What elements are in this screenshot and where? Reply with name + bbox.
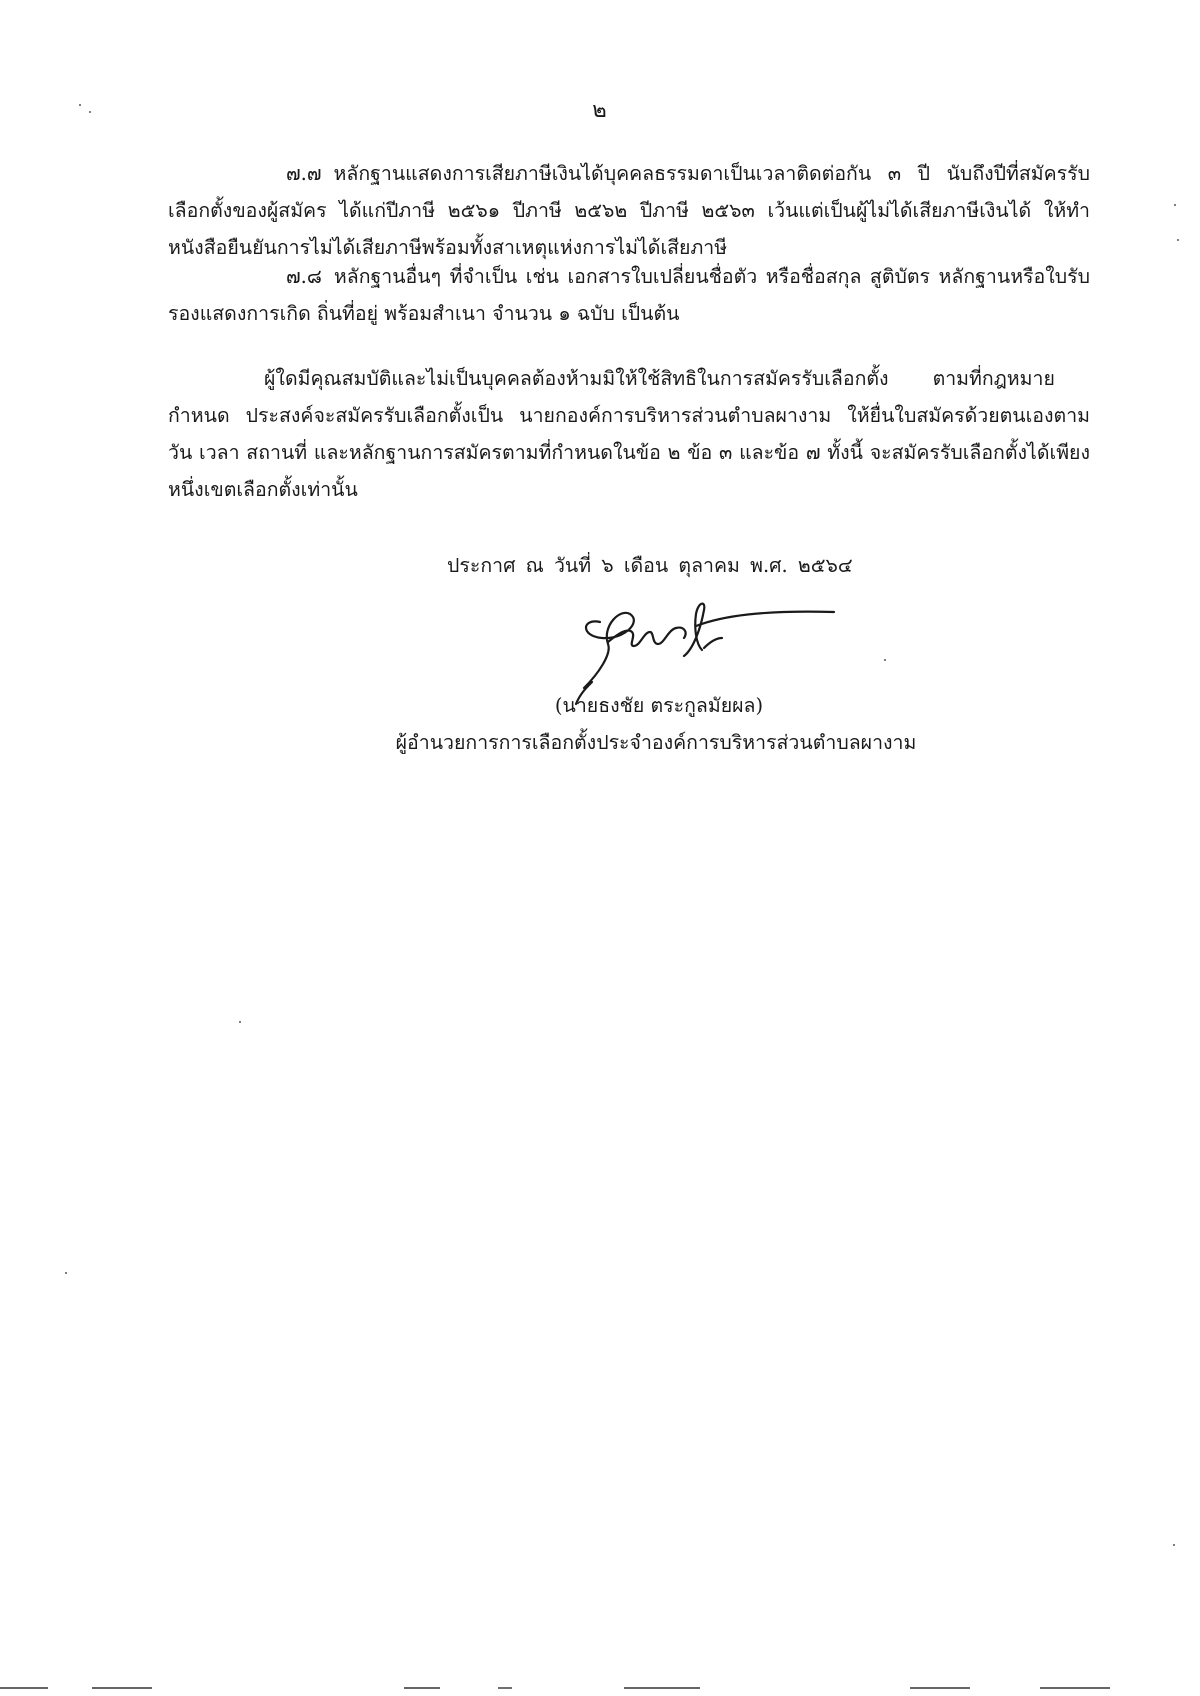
signatory-title: ผู้อำนวยการการเลือกตั้งประจำองค์การบริหารส่วนตำบลผางาม (395, 731, 917, 754)
clause-7-8 (168, 258, 1090, 332)
page-number: ๒ (592, 98, 608, 123)
announcement-date: ประกาศ ณ วันที่ ๖ เดือน ตุลาคม พ.ศ. ๒๕๖๔ (447, 554, 853, 577)
signatory-name: (นายธงชัย ตระกูลมัยผล) (554, 694, 764, 717)
closing-text-part2: ตามที่กฎหมายกำหนด ประสงค์จะสมัครรับเลือกตั้งเป็น นายกองค์การบริหารส่วนตำบลผางาม ให้ยื่นใบสมัครด้วยตนเองตาม วัน เวลา สถานที่ และหลักฐานการสมัครตามที่กำหนดในข้อ ๒ ข้อ ๓ และข้อ ๗ ทั้งนี้ จะสมัครรับเลือกตั้งได้เพียงหนึ่งเขตเลือกตั้งเท่านั้น (168, 367, 1090, 501)
clause-number: ๗.๘ (286, 265, 322, 288)
clause-text: หลักฐานแสดงการเสียภาษีเงินได้บุคคลธรรมดาเป็นเวลาติดต่อกัน ๓ ปี นับถึงปีที่สมัครรับเลือกตั้งของผู้สมัคร ได้แก่ปีภาษี ๒๕๖๑ ปีภาษี ๒๕๖๒ ปีภาษี ๒๕๖๓ เว้นแต่เป็นผู้ไม่ได้เสียภาษีเงินได้ ให้ทำหนังสือยืนยันการไม่ได้เสียภาษีพร้อมทั้งสาเหตุแห่งการไม่ได้เสียภาษี (168, 162, 1090, 259)
closing-paragraph (168, 360, 1090, 508)
clause-number: ๗.๗ (286, 162, 322, 185)
clause-7-7 (168, 155, 1090, 266)
clause-text: หลักฐานอื่นๆ ที่จำเป็น เช่น เอกสารใบเปลี่ยนชื่อตัว หรือชื่อสกุล สูติบัตร หลักฐานหรือใบรับรองแสดงการเกิด ถิ่นที่อยู่ พร้อมสำเนา จำนวน ๑ ฉบับ เป็นต้น (168, 265, 1090, 325)
closing-text-part1: ผู้ใดมีคุณสมบัติและไม่เป็นบุคคลต้องห้ามมิให้ใช้สิทธิในการสมัครรับเลือกตั้ง (264, 367, 889, 390)
